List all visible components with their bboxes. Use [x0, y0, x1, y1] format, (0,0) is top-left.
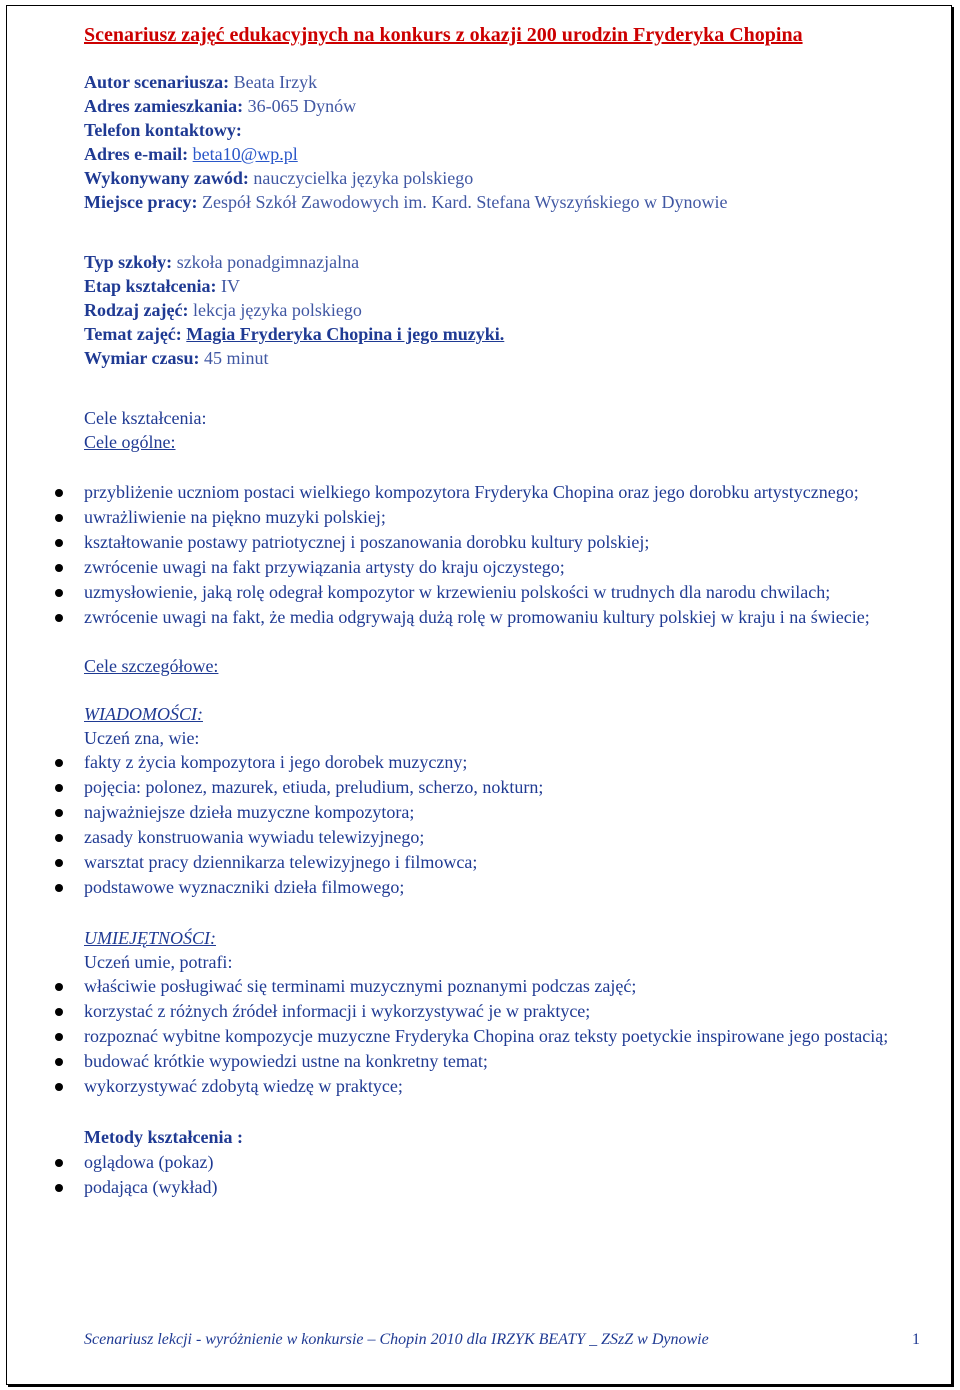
list-item: wykorzystywać zdobytą wiedzę w praktyce;: [84, 1074, 920, 1099]
lesson-type-value: lekcja języka polskiego: [192, 300, 362, 320]
list-item: najważniejsze dzieła muzyczne kompozytora;: [84, 800, 920, 825]
detailed-goals-heading: Cele szczegółowe:: [84, 656, 219, 676]
skills-list: [84, 974, 920, 1099]
time-value: 45 minut: [203, 348, 269, 368]
list-item: rozpoznać wybitne kompozycje muzyczne Fryderyka Chopina oraz teksty poetyckie inspirowane jego postacią;: [84, 1024, 920, 1049]
list-item: właściwie posługiwać się terminami muzycznymi poznanymi podczas zajęć;: [84, 974, 920, 999]
stage-label: Etap kształcenia:: [84, 276, 217, 296]
list-item: zwrócenie uwagi na fakt przywiązania artysty do kraju ojczystego;: [84, 555, 920, 580]
stage-value: IV: [221, 276, 240, 296]
goals-heading: Cele kształcenia:: [84, 408, 207, 428]
list-item: korzystać z różnych źródeł informacji i wykorzystywać je w praktyce;: [84, 999, 920, 1024]
general-goals-heading: Cele ogólne:: [84, 432, 176, 452]
document-content: [84, 22, 920, 1200]
job-label: Wykonywany zawód:: [84, 168, 249, 188]
knowledge-list: [84, 750, 920, 900]
school-type-label: Typ szkoły:: [84, 252, 173, 272]
knowledge-heading: WIADOMOŚCI:: [84, 704, 203, 724]
school-type-value: szkoła ponadgimnazjalna: [176, 252, 360, 272]
author-info: [84, 70, 920, 214]
address-label: Adres zamieszkania:: [84, 96, 244, 116]
page-number: 1: [912, 1331, 920, 1348]
job-value: nauczycielka języka polskiego: [253, 168, 474, 188]
list-item: pojęcia: polonez, mazurek, etiuda, preludium, scherzo, nokturn;: [84, 775, 920, 800]
workplace-value: Zespół Szkół Zawodowych im. Kard. Stefana Wyszyńskiego w Dynowie: [201, 192, 728, 212]
skills-heading: UMIEJĘTNOŚCI:: [84, 928, 216, 948]
footer-text: Scenariusz lekcji - wyróżnienie w konkursie – Chopin 2010 dla IRZYK BEATY _ ZSzZ w Dynowie: [84, 1331, 709, 1348]
list-item: oglądowa (pokaz): [84, 1150, 920, 1175]
document-title: Scenariusz zajęć edukacyjnych na konkurs z okazji 200 urodzin Fryderyka Chopina: [84, 24, 803, 46]
author-value: Beata Irzyk: [233, 72, 318, 92]
list-item: kształtowanie postawy patriotycznej i poszanowania dorobku kultury polskiej;: [84, 530, 920, 555]
list-item: warsztat pracy dziennikarza telewizyjnego i filmowca;: [84, 850, 920, 875]
email-label: Adres e-mail:: [84, 144, 189, 164]
list-item: zasady konstruowania wywiadu telewizyjnego;: [84, 825, 920, 850]
workplace-label: Miejsce pracy:: [84, 192, 198, 212]
list-item: uwrażliwienie na piękno muzyki polskiej;: [84, 505, 920, 530]
list-item: podstawowe wyznaczniki dzieła filmowego;: [84, 875, 920, 900]
methods-list: [84, 1150, 920, 1200]
lesson-info: [84, 250, 920, 370]
page-footer: [84, 1330, 920, 1350]
email-link[interactable]: beta10@wp.pl: [192, 144, 298, 164]
lesson-type-label: Rodzaj zajęć:: [84, 300, 189, 320]
methods-heading: Metody kształcenia :: [84, 1127, 243, 1147]
topic-label: Temat zajęć:: [84, 324, 182, 344]
list-item: fakty z życia kompozytora i jego dorobek muzyczny;: [84, 750, 920, 775]
list-item: zwrócenie uwagi na fakt, że media odgrywają dużą rolę w promowaniu kultury polskiej w kraju i na świecie;: [84, 605, 920, 630]
topic-value: Magia Fryderyka Chopina i jego muzyki.: [186, 324, 505, 344]
list-item: przybliżenie uczniom postaci wielkiego kompozytora Fryderyka Chopina oraz jego dorobku artystycznego;: [84, 480, 920, 505]
list-item: podająca (wykład): [84, 1175, 920, 1200]
general-goals-list: [84, 480, 920, 630]
phone-label: Telefon kontaktowy:: [84, 120, 242, 140]
address-value: 36-065 Dynów: [247, 96, 357, 116]
skills-intro: Uczeń umie, potrafi:: [84, 952, 233, 972]
list-item: budować krótkie wypowiedzi ustne na konkretny temat;: [84, 1049, 920, 1074]
list-item: uzmysłowienie, jaką rolę odegrał kompozytor w krzewieniu polskości w trudnych dla narodu chwilach;: [84, 580, 920, 605]
time-label: Wymiar czasu:: [84, 348, 200, 368]
author-label: Autor scenariusza:: [84, 72, 230, 92]
knowledge-intro: Uczeń zna, wie:: [84, 728, 200, 748]
